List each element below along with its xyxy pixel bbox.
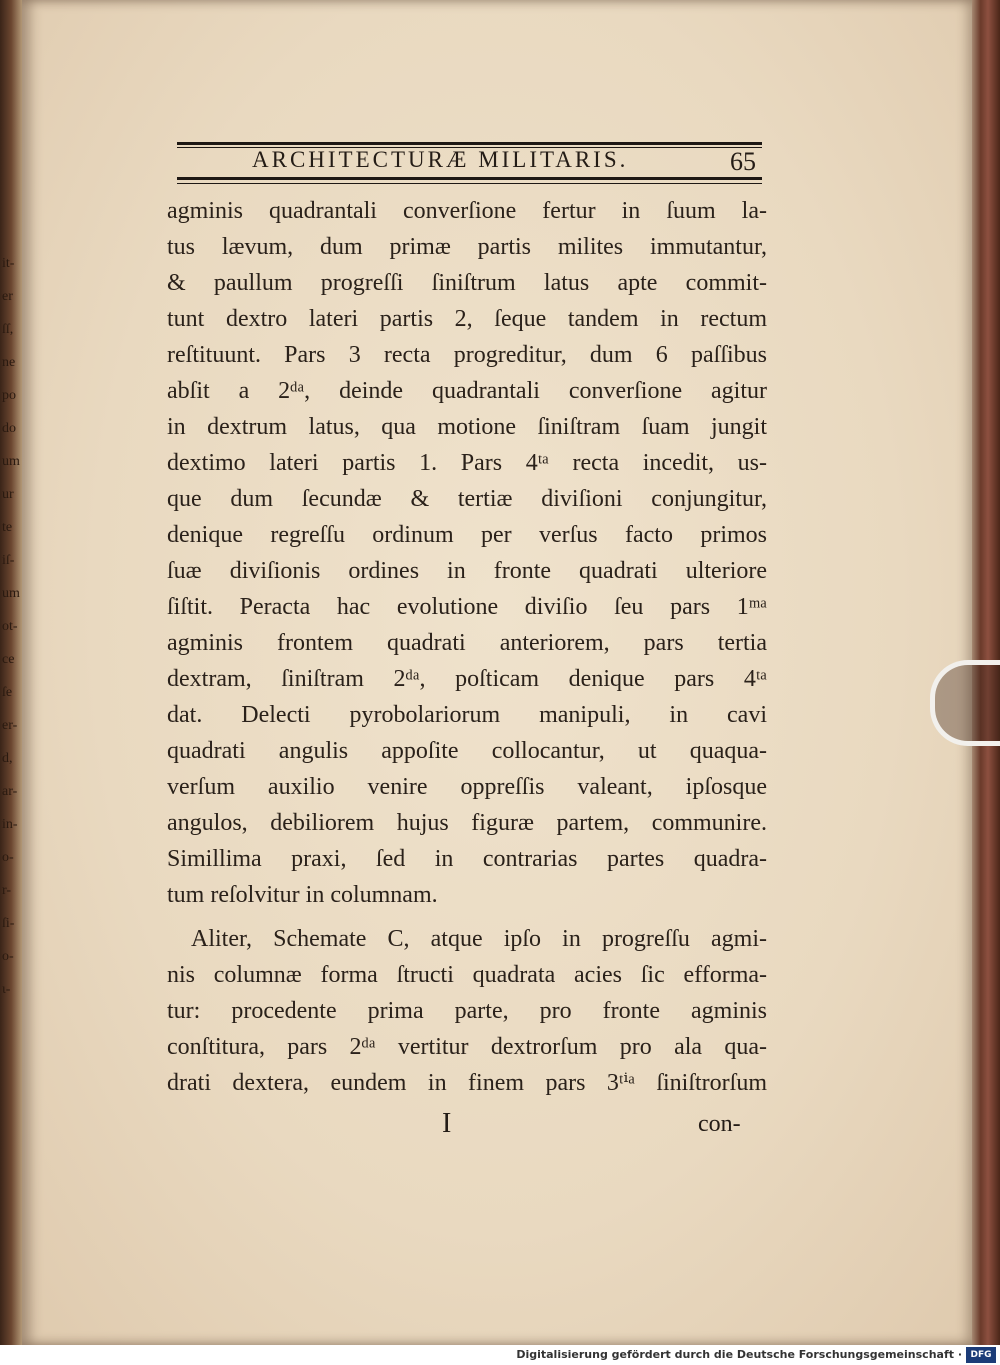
facing-page-line: do (2, 421, 16, 436)
facing-page-line: ſe (2, 685, 13, 700)
facing-page-line: iſ- (2, 553, 15, 568)
text-line: reſtituunt. Pars 3 recta progreditur, dum 6 paſſibus (167, 342, 767, 368)
text-line: tunt dextro lateri partis 2, ſeque tandem in rectum (167, 306, 767, 332)
facing-page-line: ce (2, 652, 15, 667)
running-head: ARCHITECTURÆ MILITARIS. (252, 147, 629, 172)
facing-page-line: o- (2, 949, 14, 964)
facing-page-line: r- (2, 883, 12, 898)
funding-credit: Digitalisierung gefördert durch die Deutsche Forschungsgemeinschaft · (516, 1348, 962, 1361)
text-line: ſuæ diviſionis ordines in fronte quadrati ulteriore (167, 558, 767, 584)
facing-page-line: it- (2, 256, 15, 271)
text-line: tum reſolvitur in columnam. (167, 882, 438, 908)
facing-page-line: um (2, 586, 20, 601)
facing-page-line: ſſ, (2, 322, 14, 337)
text-line: quadrati angulis appoſite collocantur, ut quaqua- (167, 738, 767, 764)
body-text (167, 193, 767, 1101)
text-line: angulos, debiliorem hujus figuræ partem, communire. (167, 810, 767, 836)
text-line: agminis frontem quadrati anteriorem, pars tertia (167, 630, 767, 656)
text-line: dat. Delecti pyrobolariorum manipuli, in cavi (167, 702, 767, 728)
text-line: dextimo lateri partis 1. Pars 4ᵗᵃ recta incedit, us- (167, 450, 767, 476)
facing-page-line: ar- (2, 784, 18, 799)
text-line: tur: procedente prima parte, pro fronte agminis (167, 998, 767, 1024)
facing-page-line: in- (2, 817, 18, 832)
footer-bar (0, 1345, 1000, 1365)
facing-page-line: ſi- (2, 916, 15, 931)
facing-page-line: te (2, 520, 13, 535)
text-line: ſiſtit. Peracta hac evolutione diviſio ſeu pars 1ᵐᵃ (167, 594, 767, 620)
header-rule-bottom (177, 177, 762, 180)
text-line: & paullum progreſſi ſiniſtrum latus apte commit- (167, 270, 767, 296)
page-clip (930, 660, 1000, 746)
text-line: drati dextera, eundem in finem pars 3ᵗⁱᵃ ſiniſtrorſum (167, 1070, 767, 1096)
facing-page-line: ot- (2, 619, 18, 634)
facing-page-line: o- (2, 850, 14, 865)
text-line: conſtitura, pars 2ᵈᵃ vertitur dextrorſum pro ala qua- (167, 1034, 767, 1060)
text-line: verſum auxilio venire oppreſſis valeant, ipſosque (167, 774, 767, 800)
facing-page-line: d, (2, 751, 13, 766)
text-line: agminis quadrantali converſione fertur in ſuum la- (167, 198, 767, 224)
text-line: que dum ſecundæ & tertiæ diviſioni conjungitur, (167, 486, 767, 512)
text-line: dextram, ſiniſtram 2ᵈᵃ, poſticam denique pars 4ᵗᵃ (167, 666, 767, 692)
facing-page-line: po (2, 388, 16, 403)
dfg-logo-icon: DFG (966, 1347, 996, 1363)
facing-page-line: um (2, 454, 20, 469)
facing-page-line: er (2, 289, 13, 304)
facing-page-line: ɩ- (2, 982, 11, 997)
text-line: denique regreſſu ordinum per verſus facto primos (167, 522, 767, 548)
facing-page-line: ne (2, 355, 16, 370)
signature-mark: I (442, 1108, 452, 1139)
page-number: 65 (730, 147, 756, 176)
text-line: nis columnæ forma ſtructi quadrata acies ſic efforma- (167, 962, 767, 988)
catchword: con- (698, 1111, 741, 1137)
facing-page-fragment (2, 250, 24, 1009)
text-line: in dextrum latus, qua motione ſiniſtram ſuam jungit (167, 414, 767, 440)
paragraph-gap (167, 913, 767, 921)
book-page (22, 0, 972, 1345)
facing-page-line: er- (2, 718, 18, 733)
text-line: tus lævum, dum primæ partis milites immutantur, (167, 234, 767, 260)
text-line: Simillima praxi, ſed in contrarias partes quadra- (167, 846, 767, 872)
text-line: abſit a 2ᵈᵃ, deinde quadrantali converſione agitur (167, 378, 767, 404)
text-line: Aliter, Schemate C, atque ipſo in progreſſu agmi- (191, 926, 767, 952)
facing-page-line: ur (2, 487, 14, 502)
header-rule-bottom-thin (177, 183, 762, 184)
